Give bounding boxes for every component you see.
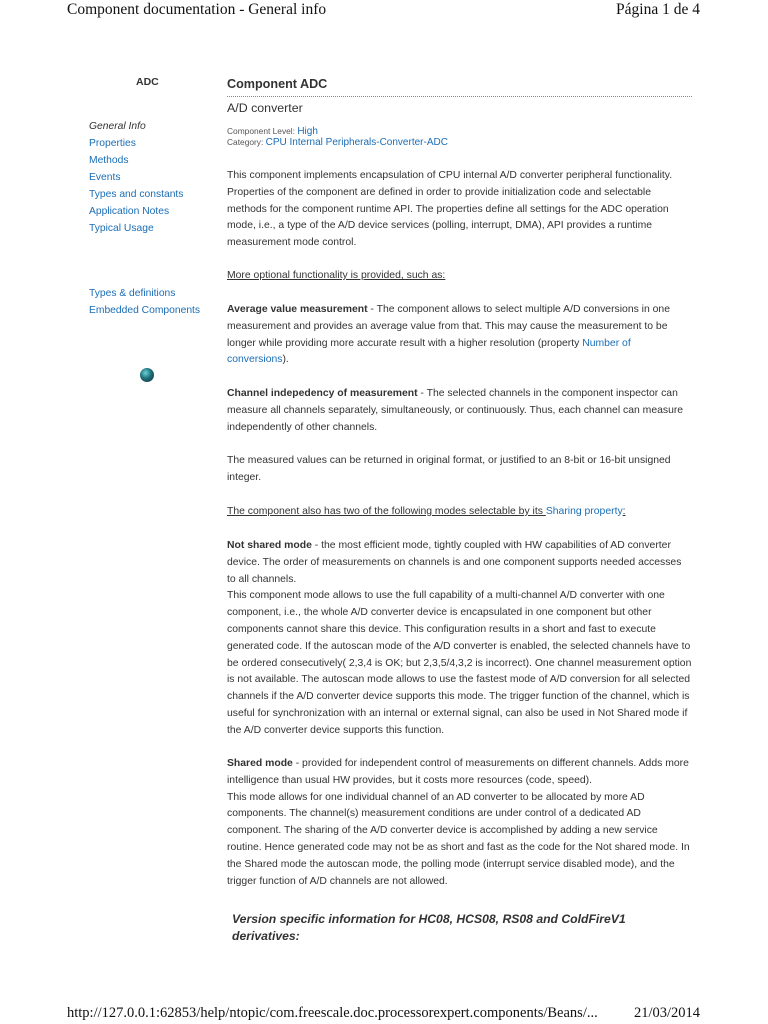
sharing-property-link[interactable]: Sharing property — [545, 506, 623, 517]
channel-independency-title: Channel indepedency of measurement — [227, 388, 418, 399]
average-value-text: - The component allows to select multiple A/D conversions in one measurement and provides an average value from that. This may cause the measurement to be longer while providing more accurate result with a higher resolution (property — [227, 304, 670, 349]
shared-mode-title: Shared mode — [227, 758, 293, 769]
sidebar-item-application-notes[interactable]: Application Notes — [89, 206, 170, 217]
processor-expert-icon[interactable] — [140, 368, 154, 382]
title-divider — [227, 96, 692, 97]
modes-intro-paragraph — [227, 504, 692, 521]
average-value-paragraph — [227, 302, 692, 369]
page-title: Component ADC — [227, 77, 328, 91]
intro-paragraph: This component implements encapsulation of CPU internal A/D converter peripheral functionality. Properties of the component are defined in order to provide initialization code and selectable methods for the component runtime API. The properties define all settings for the ADC operation mode, i.e., a type of the A/D device services (polling, interrupt, DMA), API provides a runtime measurement mode control. — [227, 170, 673, 249]
sidebar-item-typical-usage[interactable]: Typical Usage — [89, 223, 154, 234]
not-shared-mode-details: This component mode allows to use the full capability of a multi-channel A/D converter with one component, i.e., the whole A/D converter device is encapsulated in one component but other components cannot share this device. This configuration results in a short and fast to execute generated code. If the autoscan mode of the A/D converter is enabled, the selected channels have to be ordered consecutively( 2,3,4 is OK; but 2,3,5/4,3,2 is incorrect). One channel measurement option is not available. The autoscan mode allows to use the fastest mode of A/D conversion for all selected channels if the A/D converter device supports this mode. The trigger function of the channel, which is useful for synchronization with an internal or external signal, can also be used in Not Shared mode if the A/D converter device supports this function. — [227, 590, 692, 736]
shared-mode-paragraph — [227, 756, 692, 890]
sidebar-nav-secondary — [89, 285, 200, 319]
print-footer-date: 21/03/2014 — [633, 1005, 700, 1021]
not-shared-mode-paragraph — [227, 538, 692, 740]
shared-mode-text: - provided for independent control of measurements on different channels. Adds more intelligence than usual HW provides, but it costs more resources (code, speed). — [227, 758, 689, 786]
sidebar-item-embedded-components[interactable]: Embedded Components — [89, 305, 201, 316]
not-shared-mode-title: Not shared mode — [227, 540, 312, 551]
sidebar-item-general-info: General Info — [89, 121, 146, 132]
number-of-conversions-link[interactable]: Number of conversions — [227, 337, 631, 366]
component-level-label: Component Level: — [227, 126, 295, 136]
page-subtitle: A/D converter — [227, 101, 303, 115]
print-header-title: Component documentation - General info — [67, 1, 327, 18]
not-shared-mode-text: - the most efficient mode, tightly coupled with HW capabilities of AD converter device. The order of measurements on channels is and one component supports needed accesses to all channels. — [227, 540, 682, 585]
sidebar-title: ADC — [136, 76, 159, 88]
print-header — [0, 0, 768, 24]
sidebar-item-events[interactable]: Events — [89, 172, 121, 183]
sidebar-item-types-definitions[interactable]: Types & definitions — [89, 288, 176, 299]
modes-intro-colon: : — [622, 506, 626, 517]
channel-independency-paragraph — [227, 386, 692, 436]
component-level-link[interactable]: High — [297, 126, 318, 137]
print-header-page: Página 1 de 4 — [616, 1, 700, 18]
measured-values-paragraph: The measured values can be returned in original format, or justified to an 8-bit or 16-bit unsigned integer. — [227, 455, 671, 483]
sidebar-nav — [89, 118, 183, 237]
average-value-end: ). — [282, 354, 289, 366]
average-value-title: Average value measurement — [227, 304, 368, 315]
category-link[interactable]: CPU Internal Peripherals-Converter-ADC — [265, 137, 448, 148]
sidebar-item-methods[interactable]: Methods — [89, 155, 129, 166]
sidebar-item-properties[interactable]: Properties — [89, 138, 136, 149]
shared-mode-details: This mode allows for one individual channel of an AD converter to be allocated by more AD components. The channel(s) measurement conditions are under control of a dedicated AD component. The sharing of the A/D converter device is accomplished by adding a new service routine. Hence generated code may not be as short and fast as the code for the Not shared mode. In the Shared mode the autoscan mode, the polling mode (interrupt service disabled mode), and the trigger function of A/D channels are not allowed. — [227, 791, 690, 887]
version-specific-heading: Version specific information for HC08, HCS08, RS08 and ColdFireV1 derivatives: — [232, 912, 626, 943]
print-footer — [0, 1004, 768, 1024]
sidebar-item-types-and-constants[interactable]: Types and constants — [89, 189, 184, 200]
optional-functionality-text: More optional functionality is provided, such as: — [227, 270, 446, 281]
modes-intro-text: The component also has two of the following modes selectable by its — [227, 506, 546, 517]
channel-independency-text: - The selected channels in the component inspector can measure all channels separately, simultaneously, or continuously. Thus, each channel can measure independently of other channels. — [227, 388, 684, 433]
category-label: Category: — [227, 137, 264, 147]
component-meta — [227, 126, 448, 148]
print-footer-url: http://127.0.0.1:62853/help/ntopic/com.freescale.doc.processorexpert.components/Beans/... — [67, 1005, 598, 1021]
